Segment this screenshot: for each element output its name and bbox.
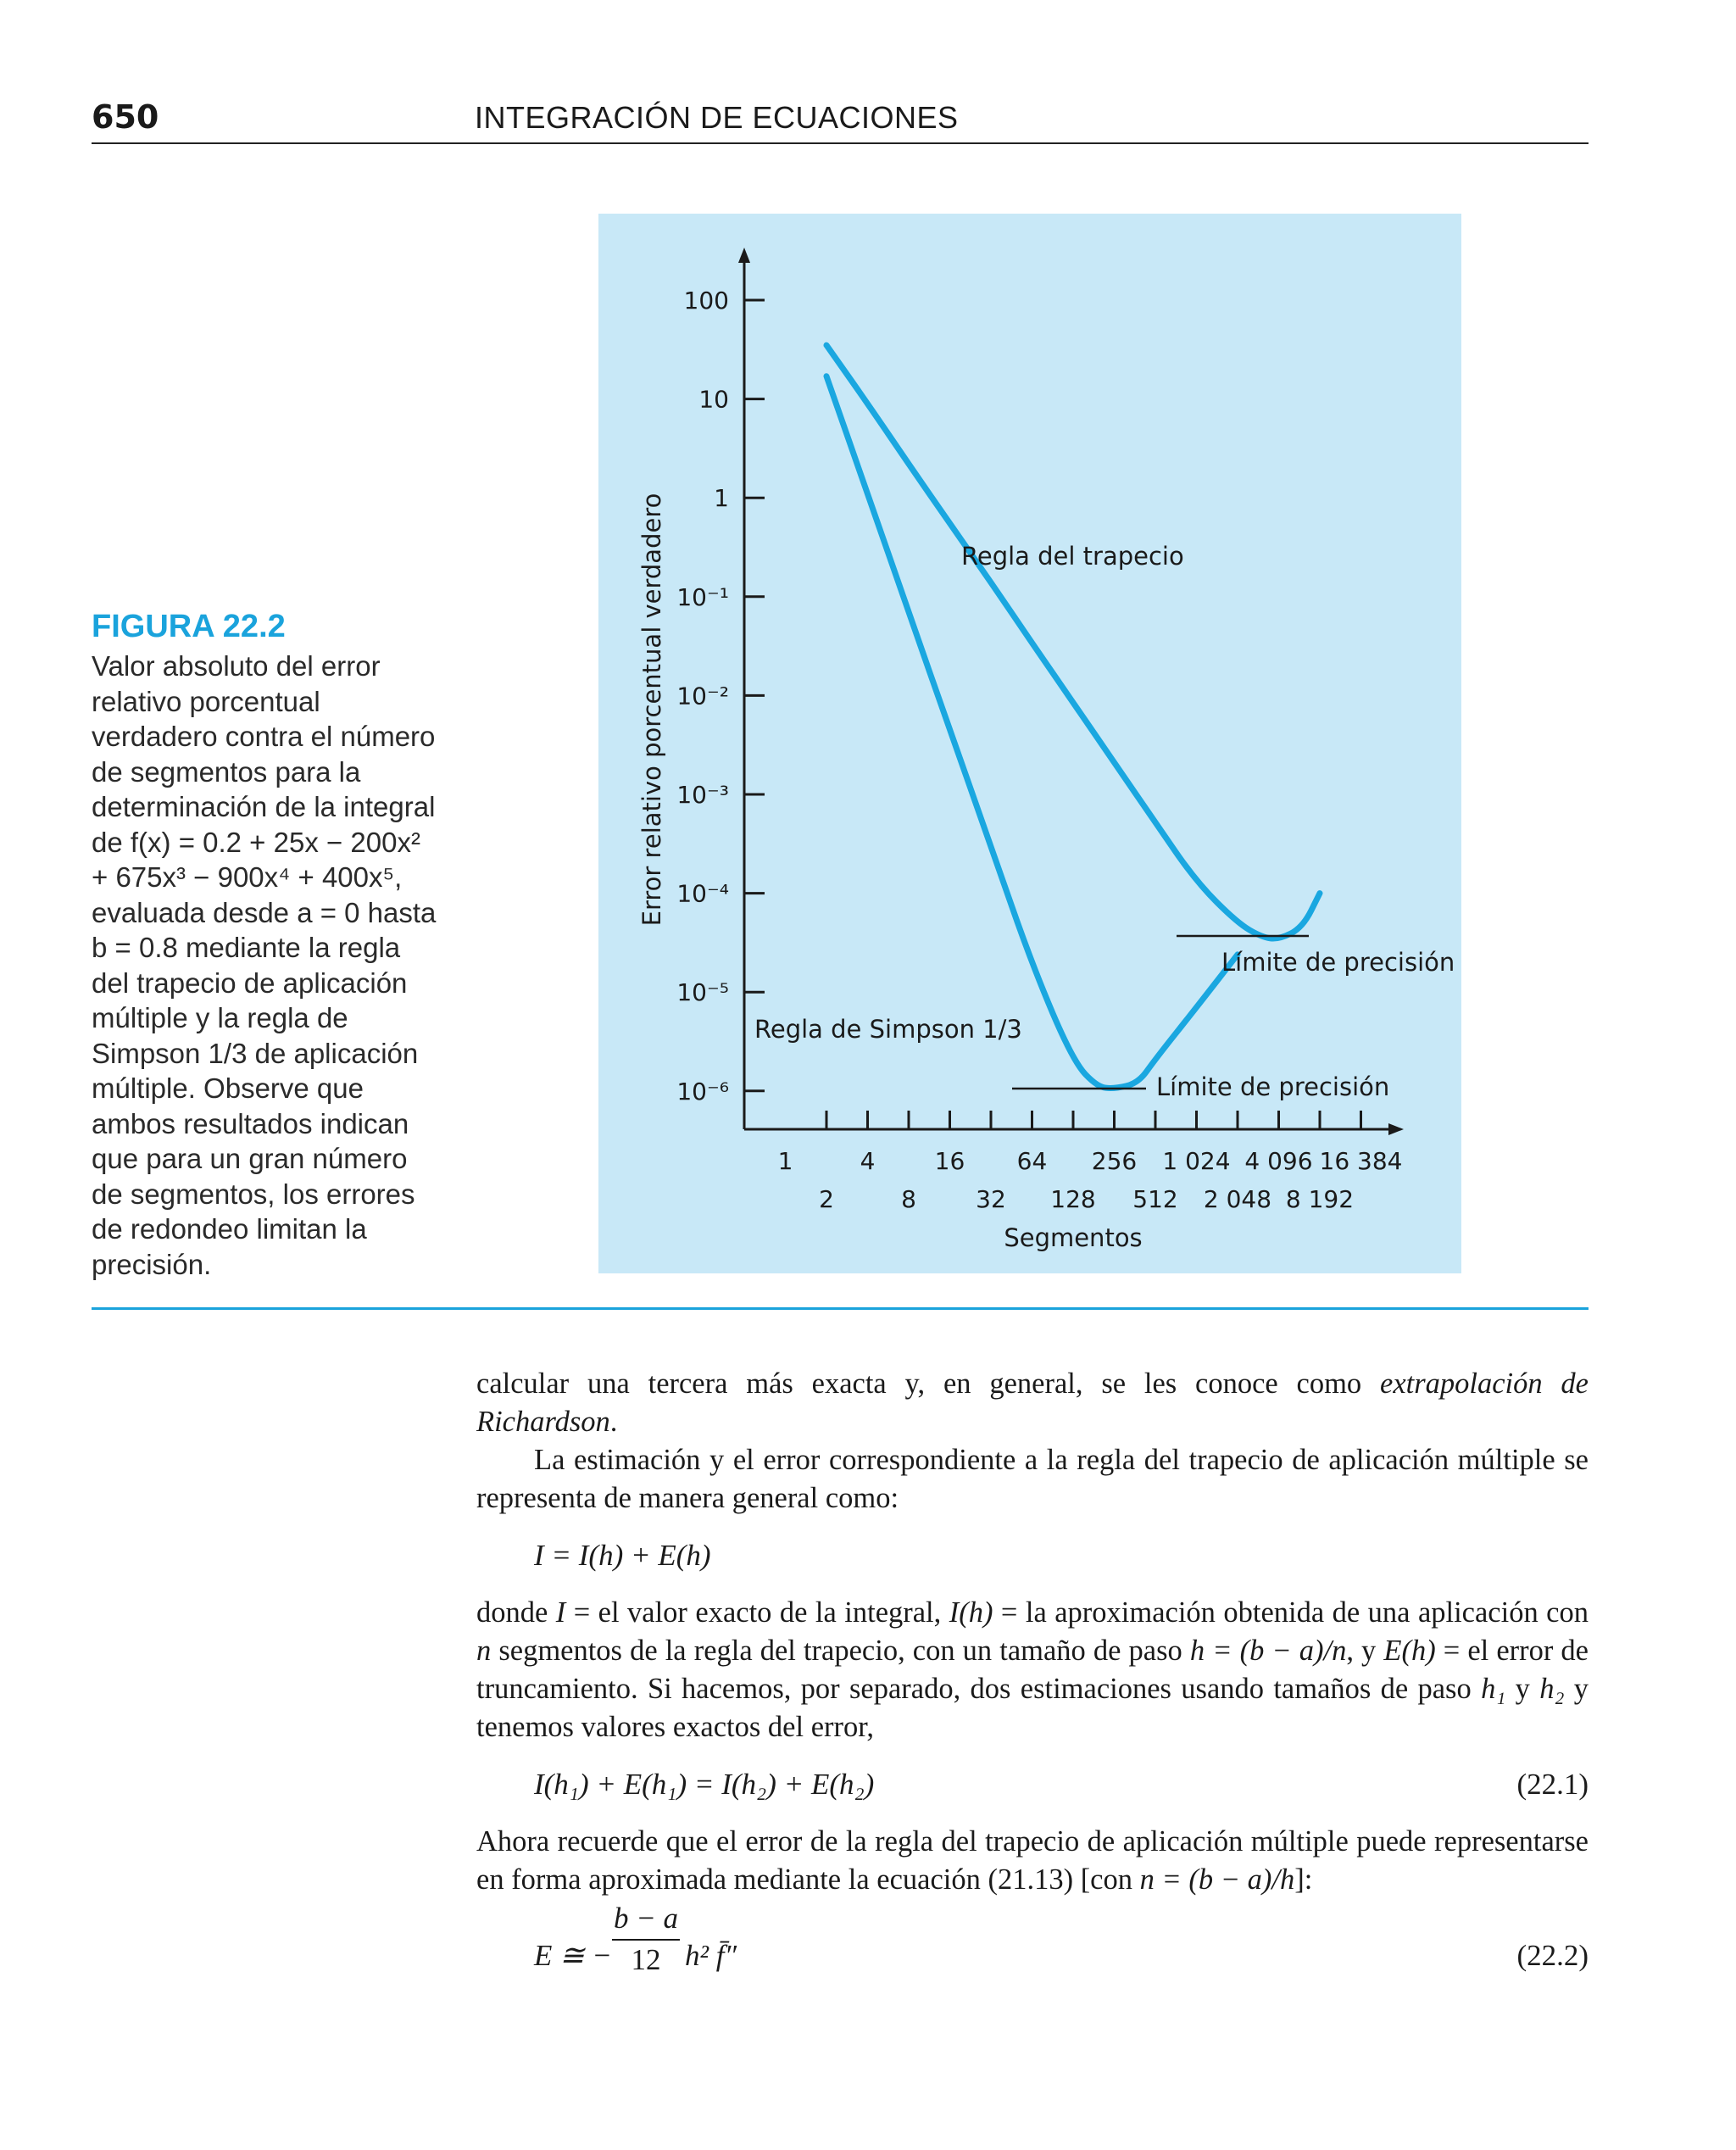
caption-line: de segmentos para la [92,755,361,788]
equation-tail: h² f̄″ [685,1939,737,1972]
paragraph: Ahora recuerde que el error de la regla del trapecio de aplicación múltiple puede representarse en forma aproximada mediante la ecuación (21.13) [con n = (b − a)/h]: [476,1825,1589,1896]
caption-line: de redondeo limitan la [92,1213,367,1245]
caption-line: del trapecio de aplicación [92,966,408,999]
caption-line: verdadero contra el número [92,721,436,752]
caption-line: determinación de la integral [92,791,436,822]
equation-body: I(h₁) + E(h₁) = I(h₂) + E(h₂) [534,1768,875,1801]
caption-line: b = 0.8 mediante la regla [92,932,401,963]
y-tick-label: 10⁻¹ [676,582,729,611]
caption-line: evaluada desde a = 0 hasta [92,896,437,928]
equation-number: (22.2) [1516,1939,1589,1972]
y-tick-label: 10 [698,385,729,414]
x-tick-label: 128 [1050,1185,1096,1213]
page-header [92,92,1589,144]
equation-22-1 [476,1746,1589,1823]
y-tick-label: 1 [714,484,729,513]
running-head: INTEGRACIÓN DE ECUACIONES [475,100,959,135]
caption-line: de segmentos, los errores [92,1178,415,1210]
fraction [612,1899,680,1979]
x-tick-label: 1 [777,1147,793,1175]
figure-divider [92,1307,1589,1310]
x-tick-label: 512 [1132,1185,1178,1213]
x-tick-label: 8 [901,1185,916,1213]
paragraph: donde I = el valor exacto de la integral, I(h) = la aproximación obtenida de una aplicación con n segmentos de la regla del trapecio, con un tamaño de paso h = (b − a)/n, y E(h) = el error de truncamiento. Si hacemos, por separado, dos estimaciones usando tamaños de paso h₁ y h₂ y tenemos valores exactos del error, [476,1596,1589,1743]
caption-text [92,649,448,1282]
caption-line: que para un gran número [92,1143,408,1174]
fraction-denominator: 12 [631,1943,661,1976]
x-tick-label: 8 192 [1285,1185,1355,1213]
x-tick-label: 4 096 [1244,1147,1313,1175]
annotation-precision-simpson: Límite de precisión [1156,1072,1390,1101]
x-tick-label: 2 048 [1203,1185,1272,1213]
figure-caption [92,609,448,1282]
equation [476,1518,1589,1594]
paragraph: calcular una tercera más exacta y, en general, se les conoce como extrapolación de Richardson. [476,1367,1589,1438]
annotation-precision-trapecio: Límite de precisión [1221,948,1455,977]
caption-line: múltiple y la regla de [92,1002,348,1033]
chart-panel [598,214,1461,1273]
y-tick-label: 100 [683,287,729,315]
equation-lhs: E ≅ − [534,1939,612,1972]
x-tick-label: 2 [819,1185,834,1213]
caption-line: + 675x³ − 900x⁴ + 400x⁵, [92,861,403,893]
annotation-trapecio: Regla del trapecio [961,542,1184,571]
caption-line: múltiple. Observe que [92,1072,364,1104]
fraction-numerator: b − a [612,1899,680,1941]
y-axis-title: Error relativo porcentual verdadero [637,493,666,927]
paragraph: La estimación y el error correspondiente a la regla del trapecio de aplicación múltiple se representa de manera general como: [476,1444,1589,1514]
x-axis-title: Segmentos [1004,1223,1143,1252]
emphasis: extrapolación de Richardson [476,1367,1589,1438]
y-tick-label: 10⁻⁴ [676,879,729,908]
caption-line: Valor absoluto del error [92,650,381,682]
x-tick-label: 64 [1016,1147,1048,1175]
caption-line: de f(x) = 0.2 + 25x − 200x² [92,826,420,858]
body-text [476,1365,1589,2001]
x-tick-label: 16 384 [1319,1147,1403,1175]
equation-body: I = I(h) + E(h) [534,1539,711,1572]
caption-line: precisión. [92,1248,212,1280]
y-tick-label: 10⁻³ [676,781,729,809]
equation-22-2 [476,1899,1589,2001]
x-tick-label: 1 024 [1162,1147,1231,1175]
caption-line: relativo porcentual [92,685,320,717]
figure-title: FIGURA 22.2 [92,609,286,644]
annotation-simpson: Regla de Simpson 1/3 [754,1015,1022,1044]
y-tick-label: 10⁻⁵ [676,978,729,1007]
caption-line: Simpson 1/3 de aplicación [92,1037,419,1069]
x-tick-label: 4 [860,1147,876,1175]
x-tick-label: 16 [934,1147,965,1175]
error-chart [598,214,1461,1273]
equation-number: (22.1) [1516,1768,1589,1801]
caption-line: ambos resultados indican [92,1107,409,1139]
y-axis-arrow [738,248,750,263]
y-tick-label: 10⁻² [676,682,729,710]
series-line-simpson [826,376,1238,1089]
x-tick-label: 256 [1091,1147,1138,1175]
page-number: 650 [92,98,159,136]
x-axis-arrow [1388,1123,1404,1135]
series-line-trapecio [826,345,1320,939]
x-tick-label: 32 [976,1185,1006,1213]
y-tick-label: 10⁻⁶ [676,1077,729,1106]
